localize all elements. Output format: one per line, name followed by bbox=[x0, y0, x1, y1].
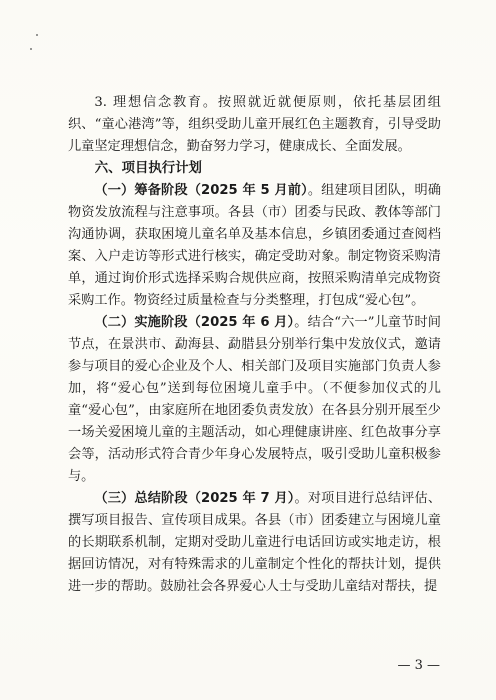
phase-label-preparation: （一）筹备阶段（2025 年 5 月前） bbox=[94, 183, 308, 198]
paragraph-implementation-phase bbox=[68, 312, 441, 488]
paragraph-ideals-education: 3. 理想信念教育。按照就近就便原则，依托基层团组织、“童心港湾”等，组织受助儿童开展红色主题教育，引导受助儿童坚定理想信念，勤奋努力学习，健康成长、全面发展。 bbox=[68, 95, 441, 154]
page-number: — 3 — bbox=[397, 658, 440, 673]
paragraph-summary-phase bbox=[68, 488, 441, 598]
scan-speck bbox=[30, 48, 32, 50]
phase-label-summary: （三）总结阶段（2025 年 7 月） bbox=[94, 491, 295, 506]
phase-text-implementation: 。结合“六一”儿童节时间节点，在景洪市、勐海县、勐腊县分别举行集中发放仪式，邀请参与项目的爱心企业及个人、相关部门及项目实施部门负责人参加，将“爱心包”送到每位困境儿童手中。（不便参加仪式的儿童“爱心包”，由家庭所在地团委负责发放）在各县分别开展至少一场关爱困境儿童的主题活动，如心理健康讲座、红色故事分享会等，活动形式符合青少年身心发展特点，吸引受助儿童积极参与。 bbox=[68, 315, 441, 484]
scan-speck bbox=[36, 34, 38, 36]
phase-text-preparation: 。组建项目团队，明确物资发放流程与注意事项。各县（市）团委与民政、教体等部门沟通协调，获取困境儿童名单及基本信息，乡镇团委通过查阅档案、入户走访等形式进行核实，确定受助对象。制定物资采购清单，通过询价形式选择采购合规供应商，按照采购清单完成物资采购工作。物资经过质量检查与分类整理，打包成“爱心包”。 bbox=[68, 183, 442, 308]
section-heading-execution-plan: 六、项目执行计划 bbox=[94, 161, 202, 176]
paragraph-preparation-phase bbox=[68, 180, 441, 312]
phase-label-implementation: （二）实施阶段（2025 年 6 月） bbox=[94, 315, 295, 330]
phase-text-summary: 。对项目进行总结评估、撰写项目报告、宣传项目成果。各县（市）团委建立与困境儿童的长期联系机制，定期对受助儿童进行电话回访或实地走访，根据回访情况，对有特殊需求的儿童制定个性化的帮扶计划，提供进一步的帮助。鼓励社会各界爱心人士与受助儿童结对帮扶，提 bbox=[68, 491, 442, 594]
document-body bbox=[68, 92, 441, 598]
